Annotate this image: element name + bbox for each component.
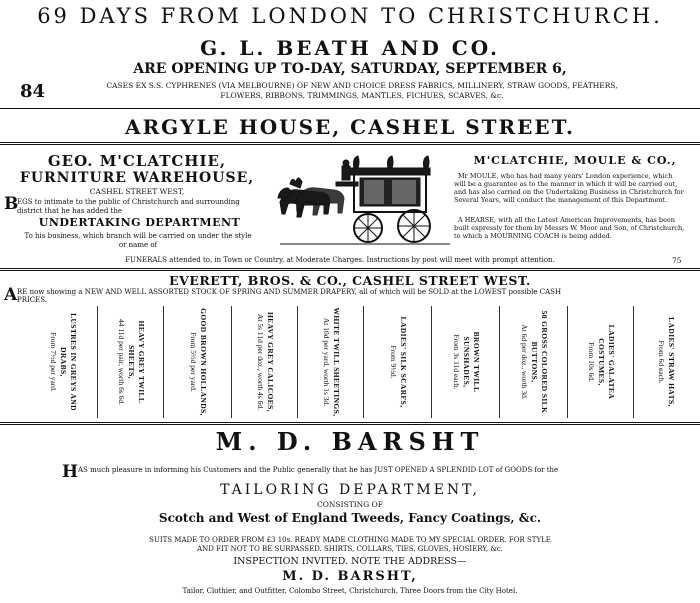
begs-line1: EGS to intimate to the public of Christchurch and surrounding: [17, 198, 240, 206]
cashel-street-west: CASHEL STREET WEST,: [89, 187, 185, 196]
moule-line1: Mr MOULE, who has had many years' London experience, which: [458, 172, 673, 180]
column-head: LADIES' GALATEA COSTUMES,: [596, 324, 616, 400]
column-price: From 3s 11d each.: [451, 334, 461, 390]
price-column: [298, 306, 364, 418]
begs-line2: district that he has added the: [17, 207, 123, 215]
column-price: From 6d each.: [657, 340, 666, 384]
moule-line4: Several Years, will conduct the management of this Department.: [454, 196, 668, 204]
column-price: At 10d per yard, worth 1s 3d.: [321, 317, 331, 407]
column-price: From 7½d per yard.: [48, 332, 58, 392]
barsht-address: Tailor, Clothier, and Outfitter, Colombo Street, Christchurch, Three Doors from the City Hotel.: [182, 587, 518, 595]
divider: [0, 142, 700, 145]
begs-initial: B: [4, 194, 19, 214]
price-column: [364, 306, 432, 418]
column-head: HEAVY GREY TWILL SHEETS,: [126, 320, 146, 404]
barsht-intro: AS much pleasure in informing his Customers and the Public generally that he has JUST OPENED A SPLENDID LOT of GOODS for the: [78, 466, 559, 474]
column-head: LADIES' SILK SCARFS,: [398, 316, 408, 408]
column-head: LADIES' STRAW HATS,: [667, 317, 676, 407]
barsht-name-footer: M. D. BARSHT,: [282, 569, 418, 584]
consisting-of: CONSISTING OF: [317, 500, 383, 509]
column-price: From 9½d.: [388, 345, 398, 379]
divider: [0, 268, 700, 271]
mcclatchie-moule-firm: M'CLATCHIE, MOULE & CO.,: [473, 154, 677, 167]
column-price: At 6d per doz., worth 3d.: [519, 324, 529, 400]
cases-number: 84: [20, 81, 46, 102]
moule-line3: and has also carried on the Undertaking Business in Christchurch for: [454, 188, 684, 196]
days-headline: 69 DAYS FROM LONDON TO CHRISTCHURCH.: [37, 4, 663, 28]
undertaking-department: UNDERTAKING DEPARTMENT: [38, 216, 241, 229]
mcclatchie-name: GEO. M'CLATCHIE,: [47, 152, 227, 170]
branch-line2: or name of: [118, 241, 158, 249]
barsht-title: M. D. BARSHT: [215, 427, 485, 456]
inspection-invited: INSPECTION INVITED. NOTE THE ADDRESS—: [233, 556, 467, 567]
price-column: [28, 306, 98, 418]
column-head: BROWN TWILL SUNSHADES,: [461, 331, 481, 393]
suits-line1: SUITS MADE TO ORDER FROM £3 10s. READY MADE CLOTHING MADE TO MY SPECIAL ORDER. FOR STYLE: [149, 536, 551, 544]
price-column: [500, 306, 568, 418]
beath-firm-title: G. L. BEATH AND CO.: [200, 36, 500, 60]
barsht-initial: H: [62, 462, 79, 482]
price-column: [232, 306, 298, 418]
hearse-line3: to which a MOURNING COACH is being added.: [454, 232, 612, 240]
price-column: [98, 306, 164, 418]
moule-line2: will be a guarantee as to the manner in which it will be carried out,: [454, 180, 678, 188]
argyle-house-title: ARGYLE HOUSE, CASHEL STREET.: [125, 115, 575, 139]
cases-description-line2: FLOWERS, RIBBONS, TRIMMINGS, MANTLES, FICHUES, SCARVES, &c.: [220, 91, 504, 100]
hearse-line1: A HEARSE, with all the Latest American Improvements, has been: [458, 216, 675, 224]
cases-description-line1: CASES EX S.S. CYPHRENES (VIA MELBOURNE) OF NEW AND CHOICE DRESS FABRICS, MILLINERY, STRAW GOODS, FEATHERS,: [106, 81, 618, 90]
reference-number: 75: [672, 256, 682, 265]
tailoring-department: TAILORING DEPARTMENT,: [220, 482, 480, 498]
funerals-line: FUNERALS attended to, in Town or Country, at Moderate Charges. Instructions by post will meet with prompt attention.: [125, 256, 555, 264]
divider: [0, 422, 700, 425]
column-price: From 10s 6d.: [586, 342, 596, 382]
column-price: 44 11d per pair, worth 6s 6d.: [116, 318, 126, 406]
column-price: From 5½d per yard.: [188, 332, 198, 392]
column-head: LUSTRES IN GREYS AND: [68, 313, 78, 411]
column-head: WHITE TWILL SHEETINGS,: [331, 307, 341, 417]
column-head: 50 GROSS COLORED SILK: [539, 310, 549, 414]
opening-date-line: ARE OPENING UP TO-DAY, SATURDAY, SEPTEMBER 6,: [133, 61, 567, 77]
price-column: [164, 306, 232, 418]
price-column: [568, 306, 634, 418]
hearse-illustration: [276, 150, 452, 248]
price-column: [432, 306, 500, 418]
column-head2: BUTTONS,: [529, 341, 539, 383]
suits-line2: AND FIT NOT TO BE SURPASSED. SHIRTS, COLLARS, TIES, GLOVES, HOSIERY, &c.: [197, 545, 503, 553]
hearse-line2: built expressly for them by Messrs W. Moor and Son, of Christchurch,: [454, 224, 685, 232]
everett-intro-line1: RE now showing a NEW AND WELL ASSORTED STOCK OF SPRING AND SUMMER DRAPERY, all of which will be SOLD at the LOWEST possible CASH: [17, 288, 562, 296]
everett-intro-line2: PRICES.: [17, 296, 47, 304]
everett-initial: A: [4, 285, 18, 305]
everett-title: EVERETT, BROS. & CO., CASHEL STREET WEST.: [169, 273, 531, 288]
branch-line1: To his business, which branch will be carried on under the style: [24, 232, 252, 240]
column-price: At 5s 11d per doz., worth 4s 6d.: [255, 314, 265, 410]
divider: [0, 108, 700, 109]
column-head: HEAVY GREY CALICOES,: [265, 311, 275, 413]
column-head2: DRABS,: [58, 347, 68, 377]
furniture-warehouse: FURNITURE WAREHOUSE,: [19, 170, 255, 186]
column-head: GOOD BROWN HOLLANDS,: [198, 308, 208, 416]
price-column: [634, 306, 698, 418]
tweeds-line: Scotch and West of England Tweeds, Fancy Coatings, &c.: [158, 511, 542, 525]
everett-price-columns: [0, 306, 700, 418]
